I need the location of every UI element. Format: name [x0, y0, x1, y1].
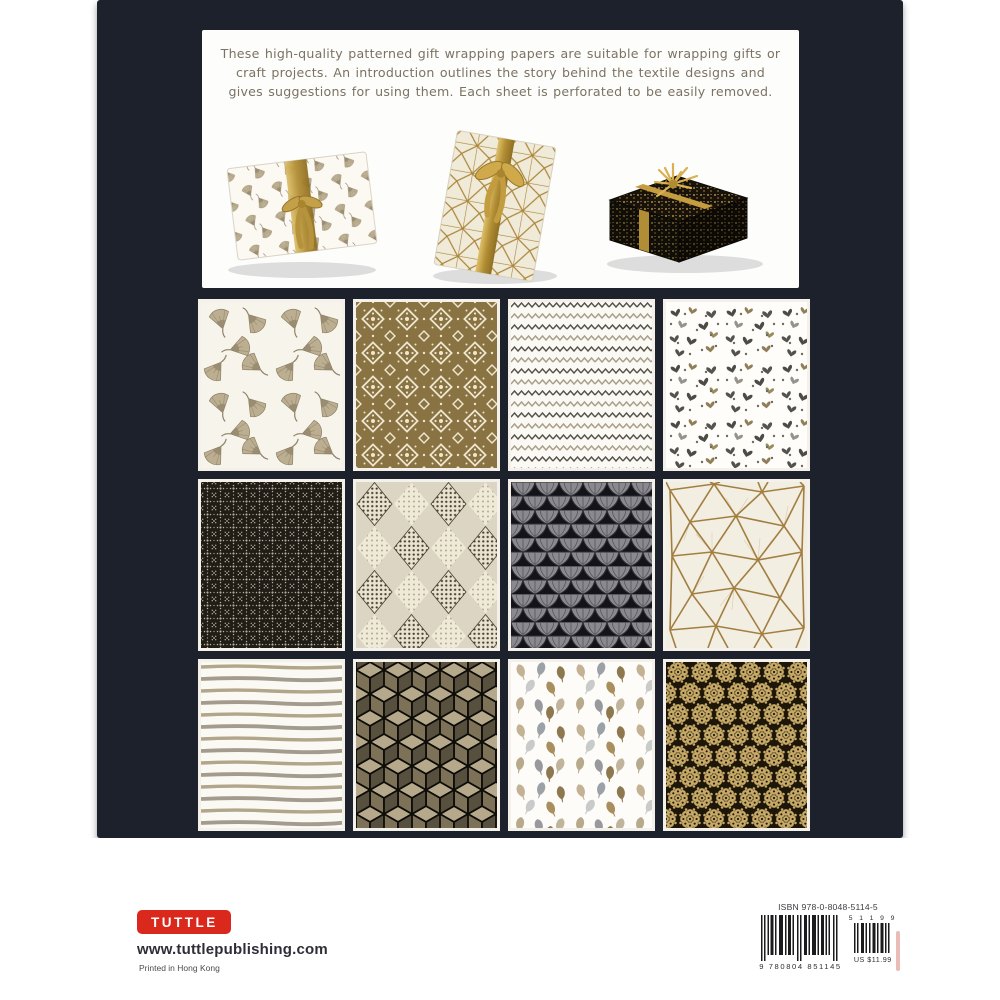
- ean-digits: 9 780804 851145: [759, 962, 842, 971]
- swatch-stripes: [198, 659, 345, 831]
- swatch-hearts: [663, 299, 810, 471]
- ean-barcode: [759, 915, 842, 971]
- swatch-dark-medallions: [198, 479, 345, 651]
- ean-bars: [761, 915, 839, 961]
- intro-panel: [202, 30, 799, 288]
- swatch-gold-bandana: [353, 299, 500, 471]
- swatch-ginkgo-fans: [198, 299, 345, 471]
- swatch-ikat-diamonds: [353, 479, 500, 651]
- price-text: US $11.99: [853, 955, 892, 964]
- isbn-label: ISBN 978-0-8048-5114-5: [778, 902, 878, 912]
- gift-box-white-ginkgo: [227, 152, 377, 260]
- swatch-chevron: [508, 299, 655, 471]
- cover-dark-background: [97, 0, 903, 838]
- pink-edge-sliver: [896, 931, 900, 971]
- gift-box-gold-geometric: [434, 130, 556, 281]
- swatch-grid: [198, 299, 810, 831]
- addon-digits: 5 1 1 9 9: [848, 915, 897, 922]
- swatch-gold-rosettes: [663, 659, 810, 831]
- printed-in-note: Printed in Hong Kong: [139, 963, 220, 973]
- gift-box-black-gold: [610, 164, 747, 262]
- swatch-cubes: [353, 659, 500, 831]
- footer: [0, 838, 1000, 1000]
- publisher-website: www.tuttlepublishing.com: [137, 941, 328, 958]
- swatch-gold-web: [663, 479, 810, 651]
- intro-description: These high-quality patterned gift wrapping papers are suitable for wrapping gifts or craft projects. An introduction outlines the story behind the textile designs and gives suggestions for using them. Each sheet is perforated to be easily removed.: [220, 46, 781, 99]
- swatch-scattered-leaves: [508, 659, 655, 831]
- gift-photos: [202, 122, 799, 288]
- swatch-scallops: [508, 479, 655, 651]
- price-addon-barcode: [849, 915, 897, 964]
- barcode: [754, 902, 902, 971]
- tuttle-logo: TUTTLE: [137, 910, 231, 934]
- addon-bars: [854, 923, 892, 953]
